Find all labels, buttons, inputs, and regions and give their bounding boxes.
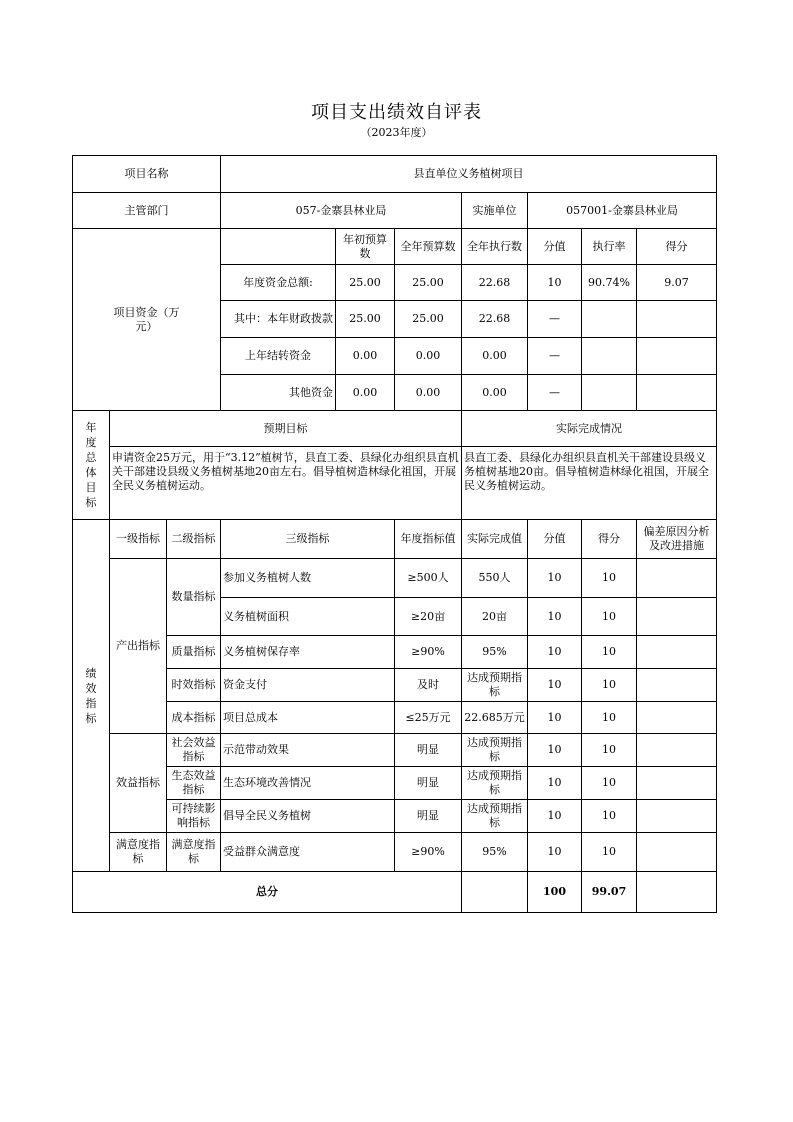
indicator-score: 10 bbox=[582, 833, 637, 872]
funds-score-value: — bbox=[528, 375, 582, 411]
indicator-target: ≥90% bbox=[395, 833, 462, 872]
indicator-name: 资金支付 bbox=[221, 669, 395, 702]
funds-score-value: 10 bbox=[528, 265, 582, 301]
funds-rate bbox=[582, 338, 637, 375]
level2-sustainable: 可持续影响指标 bbox=[167, 800, 221, 833]
total-reason bbox=[637, 872, 717, 913]
indicator-actual: 20亩 bbox=[462, 598, 528, 636]
funds-executed: 22.68 bbox=[462, 301, 528, 338]
level2-social: 社会效益指标 bbox=[167, 734, 221, 767]
indicator-row bbox=[73, 833, 717, 872]
level1-satisfaction: 满意度指标 bbox=[110, 833, 167, 872]
funds-executed: 22.68 bbox=[462, 265, 528, 301]
funds-row-label: 其中：本年财政拨款 bbox=[221, 301, 336, 338]
ind-header-score: 得分 bbox=[582, 520, 637, 559]
funds-initial: 0.00 bbox=[336, 375, 395, 411]
indicator-reason bbox=[637, 598, 717, 636]
indicator-actual: 达成预期指标 bbox=[462, 734, 528, 767]
level2-ecological: 生态效益指标 bbox=[167, 767, 221, 800]
funds-header-rate: 执行率 bbox=[582, 229, 637, 265]
project-name-label: 项目名称 bbox=[73, 156, 221, 193]
indicator-score: 10 bbox=[582, 669, 637, 702]
indicator-target: ≤25万元 bbox=[395, 702, 462, 734]
report-year: （2023年度） bbox=[360, 126, 433, 139]
indicator-value: 10 bbox=[528, 800, 582, 833]
indicator-reason bbox=[637, 734, 717, 767]
funds-row-label: 上年结转资金 bbox=[221, 338, 336, 375]
funds-score-value: — bbox=[528, 301, 582, 338]
indicator-actual: 550人 bbox=[462, 559, 528, 598]
indicator-name: 倡导全民义务植树 bbox=[221, 800, 395, 833]
ind-header-actual: 实际完成值 bbox=[462, 520, 528, 559]
indicator-value: 10 bbox=[528, 767, 582, 800]
indicator-target: 明显 bbox=[395, 767, 462, 800]
funds-score bbox=[637, 338, 717, 375]
indicator-value: 10 bbox=[528, 734, 582, 767]
indicator-value: 10 bbox=[528, 598, 582, 636]
indicator-value: 10 bbox=[528, 669, 582, 702]
total-score: 99.07 bbox=[582, 872, 637, 913]
indicator-name: 参加义务植树人数 bbox=[221, 559, 395, 598]
total-label: 总分 bbox=[73, 872, 462, 913]
funds-score bbox=[637, 301, 717, 338]
indicator-reason bbox=[637, 636, 717, 669]
indicator-target: ≥500人 bbox=[395, 559, 462, 598]
funds-header-executed: 全年执行数 bbox=[462, 229, 528, 265]
indicator-name: 项目总成本 bbox=[221, 702, 395, 734]
funds-executed: 0.00 bbox=[462, 338, 528, 375]
page-title: 项目支出绩效自评表 bbox=[311, 102, 482, 123]
funds-annual: 25.00 bbox=[395, 301, 462, 338]
indicator-target: ≥90% bbox=[395, 636, 462, 669]
total-value: 100 bbox=[528, 872, 582, 913]
indicator-actual: 达成预期指标 bbox=[462, 767, 528, 800]
indicator-value: 10 bbox=[528, 702, 582, 734]
funds-label: 项目资金（万元） bbox=[73, 229, 221, 411]
indicator-row bbox=[73, 734, 717, 767]
funds-score bbox=[637, 375, 717, 411]
funds-empty-header bbox=[221, 229, 336, 265]
indicator-value: 10 bbox=[528, 833, 582, 872]
expected-goal-text: 申请资金25万元，用于“3.12”植树节，县直工委、县绿化办组织县直机关干部建设县级义务植树基地20亩左右。倡导植树造林绿化祖国，开展全民义务植树运动。 bbox=[110, 447, 462, 520]
indicator-actual: 95% bbox=[462, 636, 528, 669]
dept-value: 057-金寨县林业局 bbox=[221, 193, 462, 229]
indicator-reason bbox=[637, 669, 717, 702]
actual-goal-header: 实际完成情况 bbox=[462, 411, 717, 447]
total-empty bbox=[462, 872, 528, 913]
goals-label: 年度总体目标 bbox=[73, 411, 110, 520]
indicator-reason bbox=[637, 559, 717, 598]
funds-header-initial: 年初预算数 bbox=[336, 229, 395, 265]
indicators-label: 绩效指标 bbox=[73, 520, 110, 872]
indicator-value: 10 bbox=[528, 559, 582, 598]
indicator-name: 生态环境改善情况 bbox=[221, 767, 395, 800]
level2-quality: 质量指标 bbox=[167, 636, 221, 669]
funds-row-label: 年度资金总额: bbox=[221, 265, 336, 301]
indicator-score: 10 bbox=[582, 702, 637, 734]
indicator-reason bbox=[637, 833, 717, 872]
impl-unit-value: 057001-金寨县林业局 bbox=[528, 193, 717, 229]
indicator-target: 及时 bbox=[395, 669, 462, 702]
indicator-score: 10 bbox=[582, 767, 637, 800]
indicator-score: 10 bbox=[582, 800, 637, 833]
actual-goal-text: 县直工委、县绿化办组织县直机关干部建设县级义务植树基地20亩。倡导植树造林绿化祖国，开展全民义务植树运动。 bbox=[462, 447, 717, 520]
funds-initial: 25.00 bbox=[336, 265, 395, 301]
indicator-score: 10 bbox=[582, 559, 637, 598]
indicator-name: 示范带动效果 bbox=[221, 734, 395, 767]
funds-score: 9.07 bbox=[637, 265, 717, 301]
funds-rate: 90.74% bbox=[582, 265, 637, 301]
funds-rate bbox=[582, 375, 637, 411]
indicator-score: 10 bbox=[582, 734, 637, 767]
funds-executed: 0.00 bbox=[462, 375, 528, 411]
indicator-actual: 达成预期指标 bbox=[462, 669, 528, 702]
funds-header-value: 分值 bbox=[528, 229, 582, 265]
funds-header-score: 得分 bbox=[637, 229, 717, 265]
indicator-score: 10 bbox=[582, 636, 637, 669]
funds-annual: 0.00 bbox=[395, 375, 462, 411]
indicator-score: 10 bbox=[582, 598, 637, 636]
indicator-reason bbox=[637, 767, 717, 800]
indicator-row bbox=[73, 669, 717, 702]
expected-goal-header: 预期目标 bbox=[110, 411, 462, 447]
level1-benefit: 效益指标 bbox=[110, 734, 167, 833]
indicator-actual: 达成预期指标 bbox=[462, 800, 528, 833]
indicator-target: 明显 bbox=[395, 800, 462, 833]
indicator-target: 明显 bbox=[395, 734, 462, 767]
level2-cost: 成本指标 bbox=[167, 702, 221, 734]
indicator-row bbox=[73, 767, 717, 800]
ind-header-level1: 一级指标 bbox=[110, 520, 167, 559]
self-evaluation-table bbox=[72, 155, 717, 913]
level2-timeliness: 时效指标 bbox=[167, 669, 221, 702]
indicator-reason bbox=[637, 800, 717, 833]
level2-satisfaction: 满意度指标 bbox=[167, 833, 221, 872]
level1-output: 产出指标 bbox=[110, 559, 167, 734]
ind-header-reason: 偏差原因分析及改进措施 bbox=[637, 520, 717, 559]
dept-label: 主管部门 bbox=[73, 193, 221, 229]
funds-header-annual: 全年预算数 bbox=[395, 229, 462, 265]
funds-annual: 0.00 bbox=[395, 338, 462, 375]
funds-rate bbox=[582, 301, 637, 338]
indicator-actual: 95% bbox=[462, 833, 528, 872]
indicator-value: 10 bbox=[528, 636, 582, 669]
indicator-target: ≥20亩 bbox=[395, 598, 462, 636]
indicator-reason bbox=[637, 702, 717, 734]
funds-initial: 0.00 bbox=[336, 338, 395, 375]
indicator-row bbox=[73, 636, 717, 669]
ind-header-level2: 二级指标 bbox=[167, 520, 221, 559]
indicator-name: 义务植树保存率 bbox=[221, 636, 395, 669]
ind-header-target: 年度指标值 bbox=[395, 520, 462, 559]
funds-annual: 25.00 bbox=[395, 265, 462, 301]
ind-header-value: 分值 bbox=[528, 520, 582, 559]
indicator-row bbox=[73, 559, 717, 598]
ind-header-level3: 三级指标 bbox=[221, 520, 395, 559]
funds-initial: 25.00 bbox=[336, 301, 395, 338]
impl-unit-label: 实施单位 bbox=[462, 193, 528, 229]
project-name-value: 县直单位义务植树项目 bbox=[221, 156, 717, 193]
level2-quantity: 数量指标 bbox=[167, 559, 221, 636]
indicator-row bbox=[73, 800, 717, 833]
indicator-row bbox=[73, 702, 717, 734]
indicator-name: 受益群众满意度 bbox=[221, 833, 395, 872]
indicator-actual: 22.685万元 bbox=[462, 702, 528, 734]
indicator-name: 义务植树面积 bbox=[221, 598, 395, 636]
funds-row-label: 其他资金 bbox=[221, 375, 336, 411]
funds-score-value: — bbox=[528, 338, 582, 375]
